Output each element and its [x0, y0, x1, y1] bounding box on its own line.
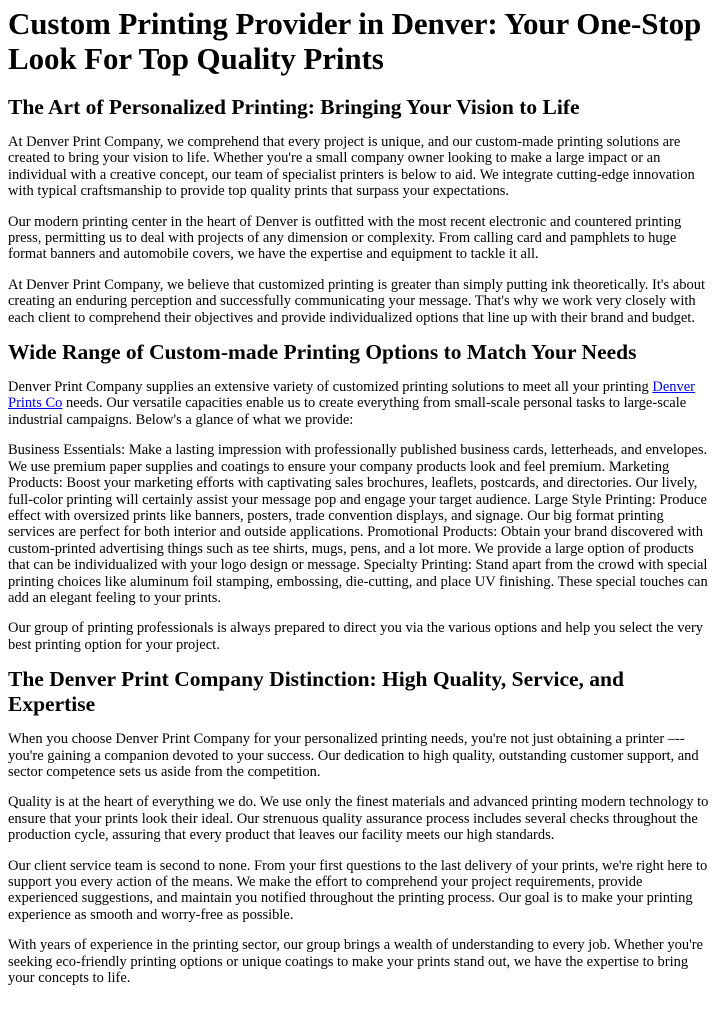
section-heading-art: The Art of Personalized Printing: Bringing Your Vision to Life [8, 95, 580, 119]
intro-text-after-link: needs. Our versatile capacities enable us to create everything from small-scale personal tasks to large-scale industrial campaigns. Below's a glance of what we provide: [8, 395, 687, 428]
denver-prints-co-link[interactable]: Denver Prints Co [8, 379, 696, 412]
section-heading-options: Wide Range of Custom-made Printing Options to Match Your Needs [8, 340, 637, 365]
paragraph: At Denver Print Company, we comprehend that every project is unique, and our custom-made printing solutions are created to bring your vision to life. Whether you're a small company owner looking to make a large impact or an individual with a creative concept, our team of specialist printers is below to aid. We integrate cutting-edge innovation with typical craftsmanship to provide top quality prints that surpass your expectations. [8, 134, 695, 200]
paragraph: With years of experience in the printing sector, our group brings a wealth of understanding to every job. Whether you're seeking eco-friendly printing options or unique coatings to make your prints stand out, we have the expertise to bring your concepts to life. [8, 937, 703, 987]
paragraph-intro [8, 379, 712, 428]
section-heading-distinction: The Denver Print Company Distinction: High Quality, Service, and Expertise [8, 667, 624, 717]
paragraph: At Denver Print Company, we believe that customized printing is greater than simply putting ink theoretically. It's about creating an enduring perception and successfully communicating your message. That's why we work very closely with each client to comprehend their objectives and provide individualized options that line up with their brand and budget. [8, 276, 705, 326]
paragraph: Our client service team is second to none. From your first questions to the last delivery of your prints, we're right here to support you every action of the means. We make the effort to comprehend your project requirements, provide experienced suggestions, and maintain you notified throughout the printing process. Our goal is to make your printing experience as smooth and worry-free as possible. [8, 857, 708, 923]
intro-text-before-link: Denver Print Company supplies an extensive variety of customized printing solutions to meet all your printing [8, 379, 653, 396]
paragraph: Quality is at the heart of everything we do. We use only the finest materials and advanced printing modern technology to ensure that your prints look their ideal. Our strenuous quality assurance process includes several checks throughout the production cycle, assuring that every product that leaves our facility meets our high standards. [8, 794, 709, 844]
paragraph: When you choose Denver Print Company for your personalized printing needs, you're not just obtaining a printer –-- you're gaining a companion devoted to your success. Our dedication to high quality, outstanding customer support, and sector competence sets us aside from the competition. [8, 731, 699, 780]
paragraph: Business Essentials: Make a lasting impression with professionally published business cards, letterheads, and envelopes. We use premium paper supplies and coatings to ensure your company products look and feel premium. Marketing Products: Boost your marketing efforts with captivating sales brochures, leaflets, postcards, and directories. Our lively, full-color printing will certainly assist your message pop and engage your target audience. Large Style Printing: Produce effect with oversized prints like banners, posters, trade convention displays, and signage. Our big format printing services are perfect for both interior and outside applications. Promotional Products: Obtain your brand discovered with custom-printed advertising things such as tee shirts, mugs, pens, and a lot more. We provide a large option of products that can be individualized with your logo design or message. Specialty Printing: Stand apart from the crowd with special printing choices like aluminum foil stamping, embossing, die-cutting, and place UV finishing. These special touches can add an elegant feeling to your prints. [8, 442, 708, 606]
paragraph: Our group of printing professionals is always prepared to direct you via the various options and help you select the very best printing option for your project. [8, 620, 704, 653]
page-title: Custom Printing Provider in Denver: Your One-Stop Look For Top Quality Prints [8, 6, 702, 76]
paragraph: Our modern printing center in the heart of Denver is outfitted with the most recent electronic and countered printing press, permitting us to deal with projects of any dimension or complexity. From calling card and pamphlets to huge format banners and automobile covers, we have the expertise and equipment to tackle it all. [8, 213, 682, 263]
